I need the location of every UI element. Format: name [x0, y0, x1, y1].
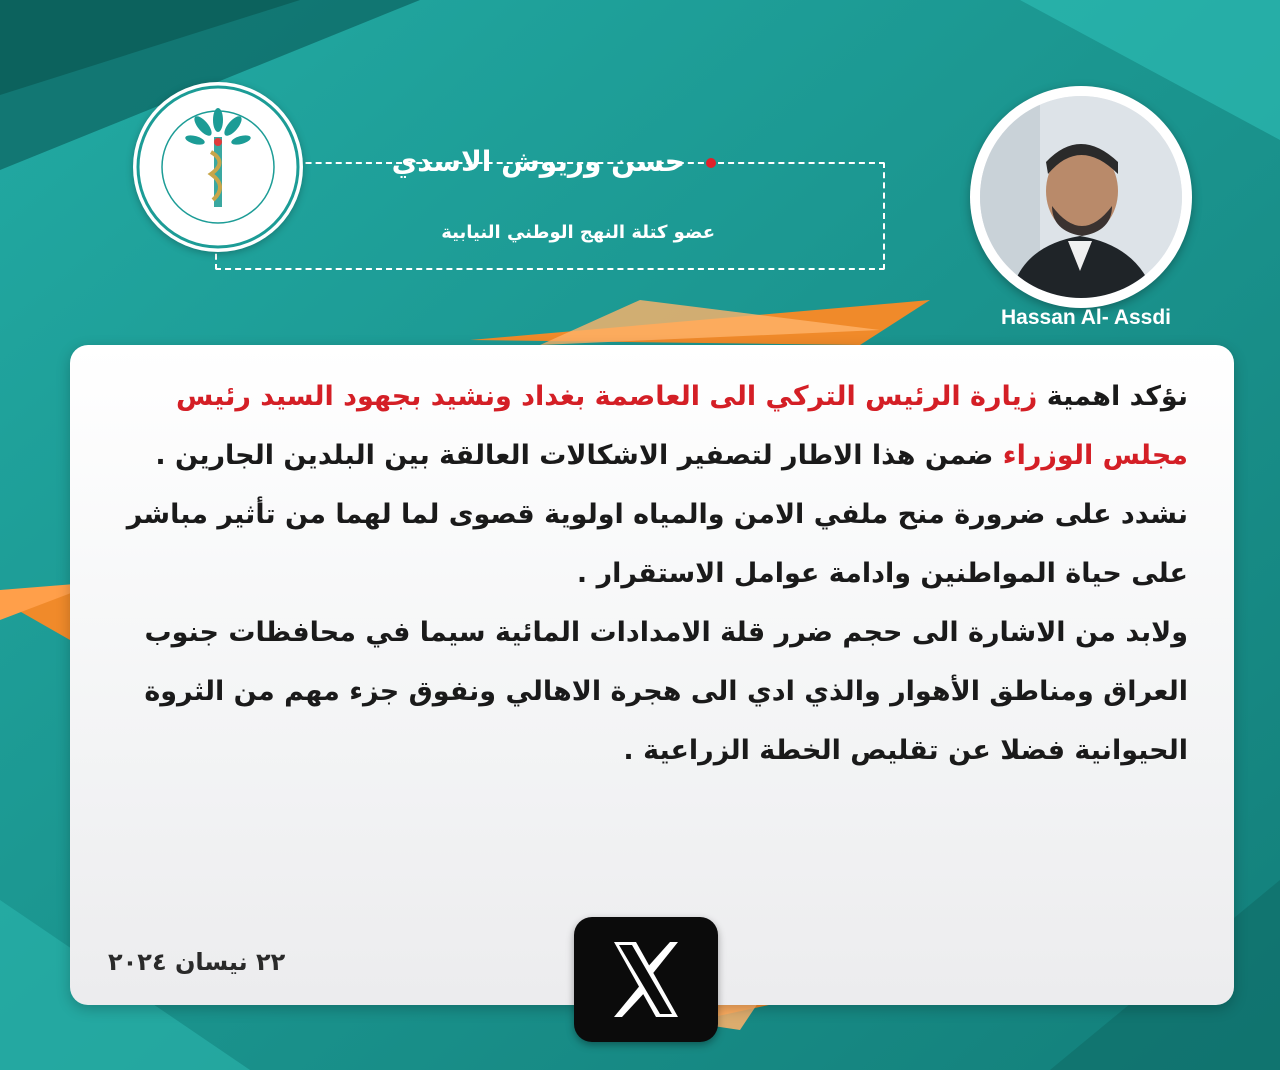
statement-paragraph-3: ولابد من الاشارة الى حجم ضرر قلة الامدادات المائية سيما في محافظات جنوب العراق ومناطق الأهوار والذي ادي الى هجرة الاهالي ونفوق جزء مهم من الثروة الحيوانية فضلا عن تقليص الخطة الزراعية .: [144, 617, 1188, 766]
post-date: ٢٢ نيسان ٢٠٢٤: [108, 948, 286, 976]
person-role: عضو كتلة النهج الوطني النيابية: [441, 222, 715, 243]
bloc-logo: [133, 82, 303, 252]
latin-name: Hassan Al- Assdi: [1001, 306, 1171, 329]
profile-photo: [980, 96, 1182, 298]
person-name: حسن وريوش الاسدي: [391, 145, 685, 178]
national-alnahj-bloc-logo-icon: [133, 82, 303, 252]
header-frame: [215, 162, 885, 270]
statement-p1-highlight: زيارة الرئيس التركي الى العاصمة بغداد ونشيد بجهود السيد رئيس مجلس الوزراء: [176, 381, 1188, 471]
statement-p1-lead: نؤكد اهمية: [1037, 381, 1188, 412]
red-dot-icon: [706, 158, 716, 168]
x-logo-icon: [574, 917, 718, 1042]
statement-paragraph-1: [108, 367, 1188, 485]
statement-paragraph-2: نشدد على ضرورة منح ملفي الامن والمياه اولوية قصوى لما لهما من تأثير مباشر على حياة المواطنين وادامة عوامل الاستقرار .: [126, 499, 1188, 589]
statement-p1-tail: ضمن هذا الاطار لتصفير الاشكالات العالقة بين البلدين الجارين .: [155, 440, 1003, 471]
profile-photo-frame: [970, 86, 1192, 308]
statement-text: [108, 367, 1188, 780]
